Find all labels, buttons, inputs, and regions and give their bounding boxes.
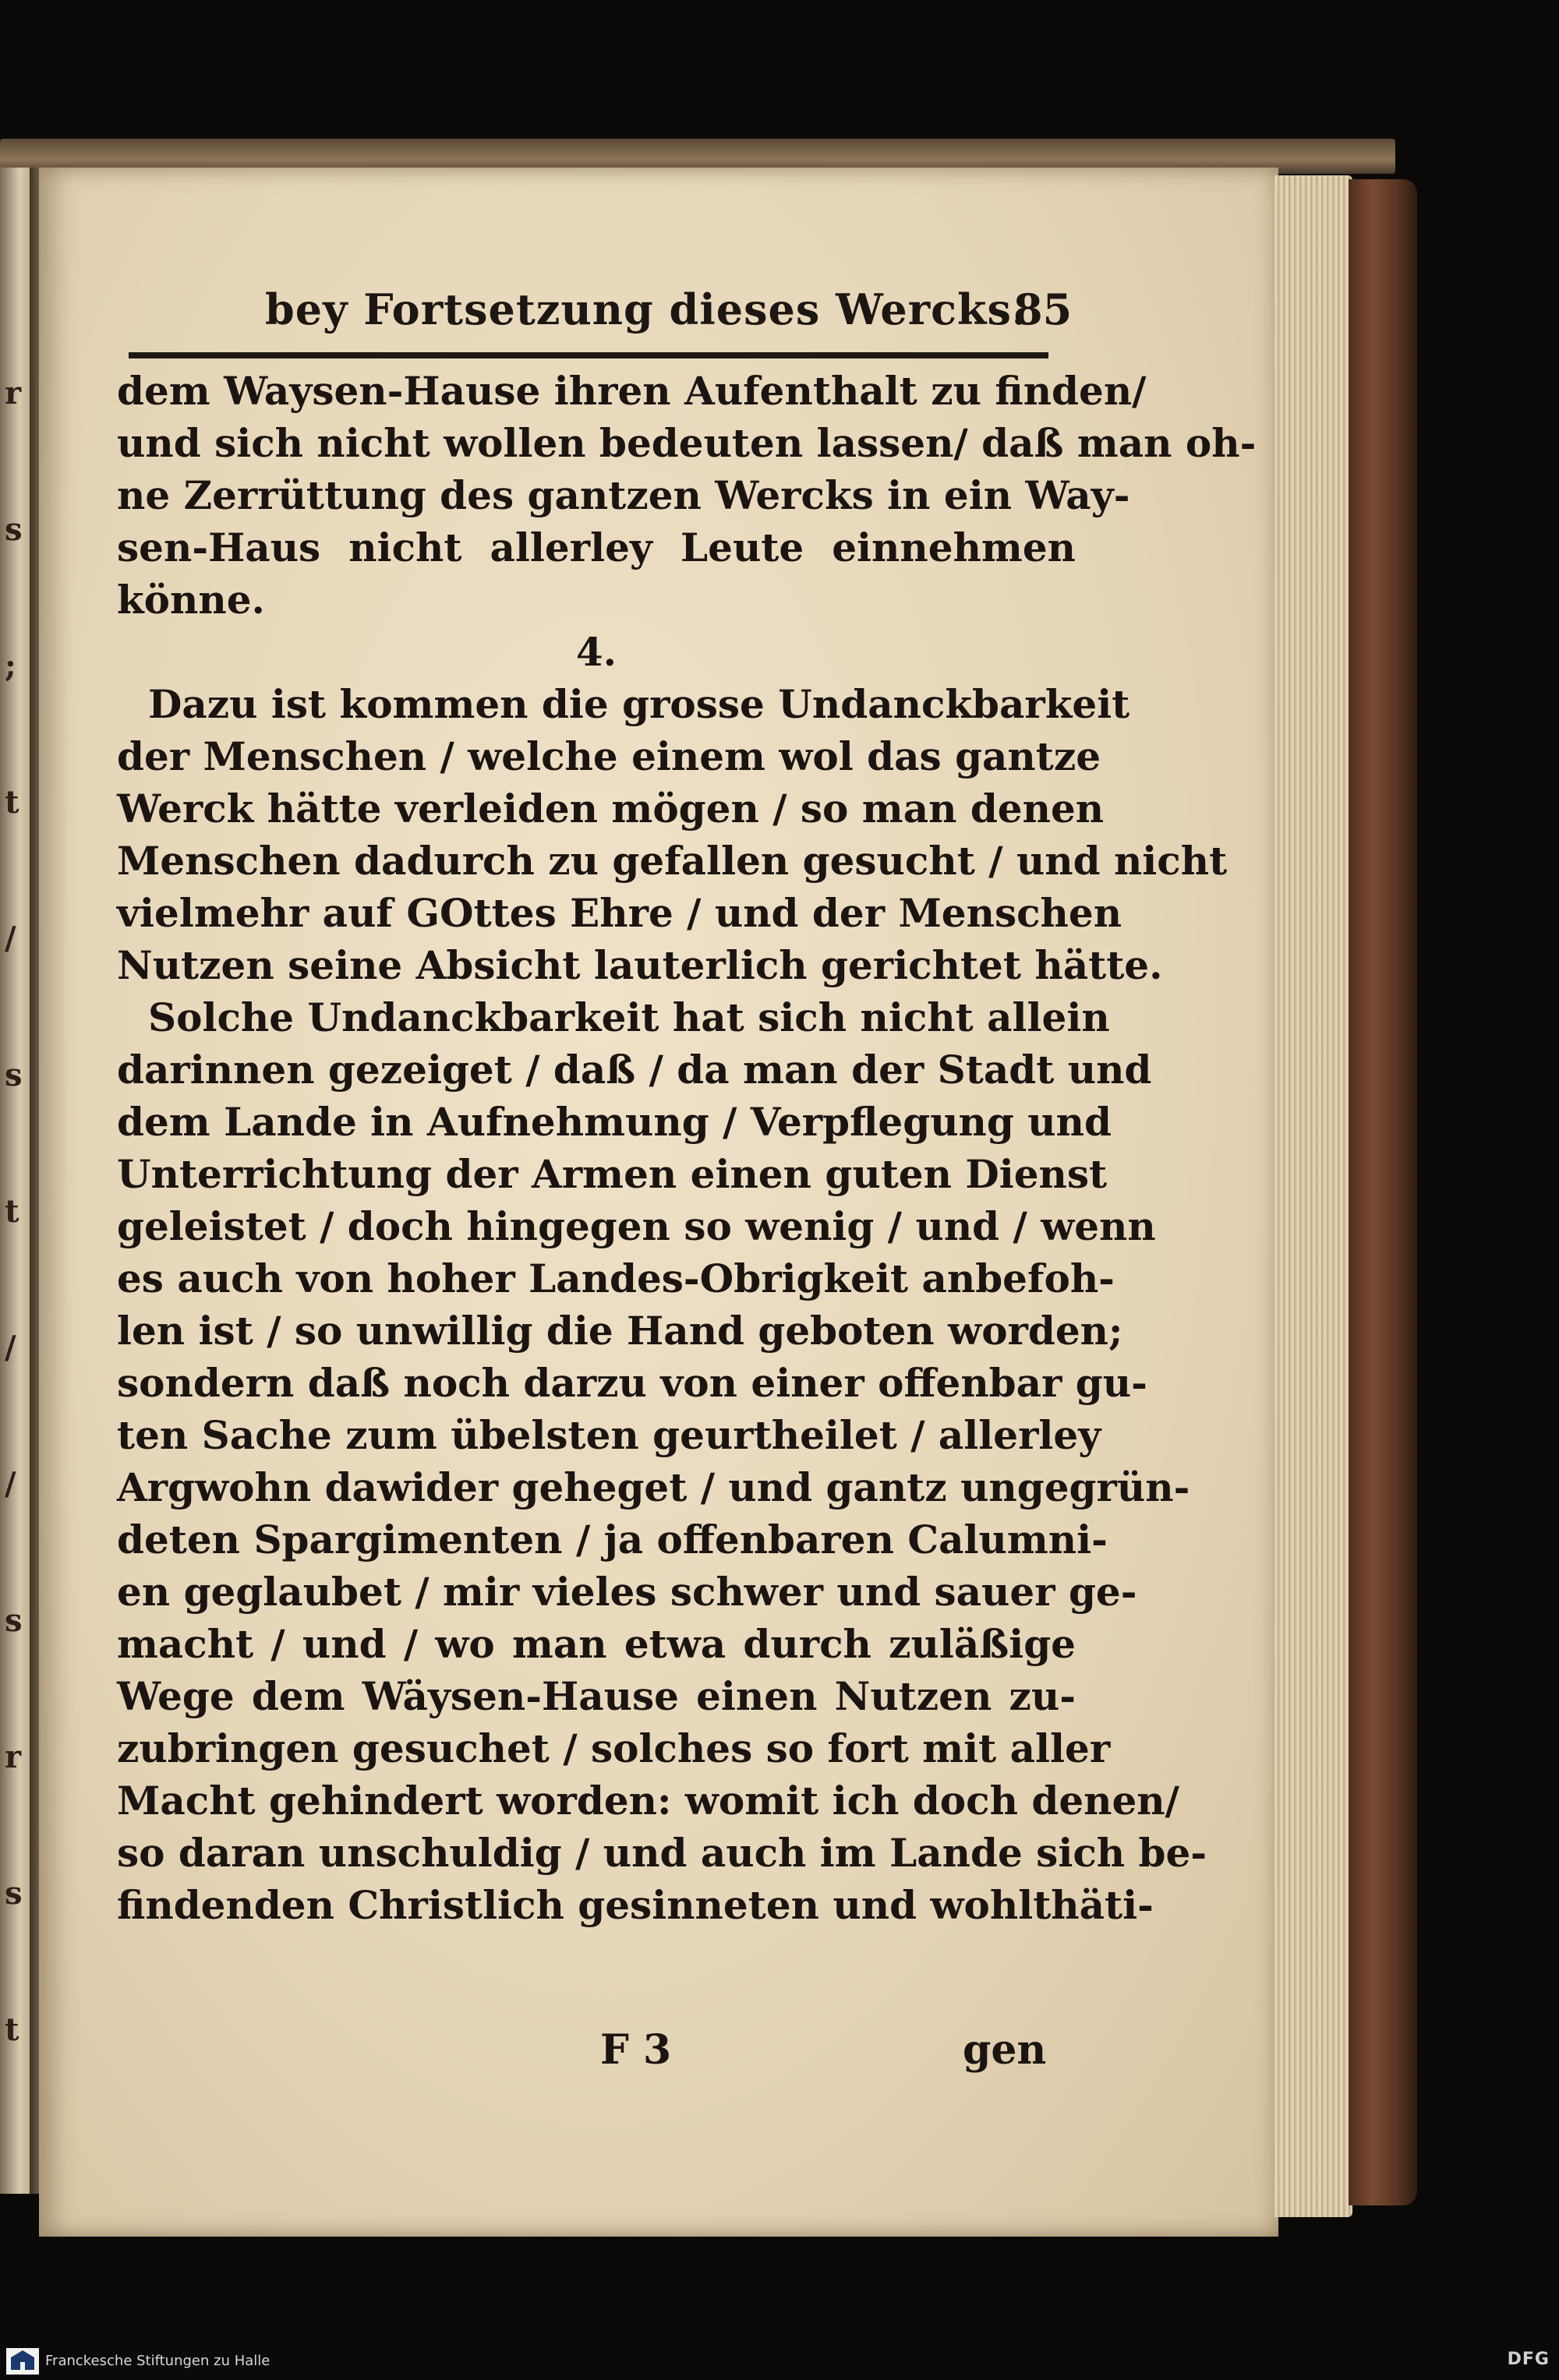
left-page-mark: t <box>5 2011 19 2048</box>
dfg-logo: DFG <box>1507 2350 1550 2369</box>
left-page-mark: / <box>5 920 16 957</box>
text-line: Menschen dadurch zu gefallen gesucht / und nicht <box>117 838 1228 884</box>
left-page-mark: / <box>5 1329 16 1366</box>
left-page-mark: s <box>5 511 23 548</box>
left-page-mark: / <box>5 1466 16 1503</box>
viewer-footer-bar <box>0 2340 1559 2380</box>
text-line: könne. <box>117 577 265 623</box>
institution-logo-icon <box>6 2348 39 2375</box>
text-line: Argwohn dawider geheget / und gantz ungegrün- <box>117 1464 1190 1510</box>
text-line: dem Lande in Aufnehmung / Verpflegung und <box>117 1099 1112 1145</box>
left-page-mark: t <box>5 1193 19 1230</box>
left-page-mark: s <box>5 1602 23 1639</box>
text-line: es auch von hoher Landes-Obrigkeit anbefoh- <box>117 1255 1115 1301</box>
institution-name: Franckesche Stiftungen zu Halle <box>45 2353 270 2369</box>
left-page-mark: t <box>5 784 19 821</box>
text-line: deten Spargimenten / ja offenbaren Calumni- <box>117 1517 1108 1563</box>
text-line: sen-Haus nicht allerley Leute einnehmen <box>117 524 1076 570</box>
text-line: so daran unschuldig / und auch im Lande sich be- <box>117 1830 1207 1876</box>
text-line: Macht gehindert worden: womit ich doch denen/ <box>117 1778 1179 1824</box>
left-page-mark: s <box>5 1057 23 1093</box>
text-line: ten Sache zum übelsten geurtheilet / allerley <box>117 1412 1101 1458</box>
text-line: der Menschen / welche einem wol das gantze <box>117 733 1101 779</box>
signature-mark: F 3 <box>600 2026 672 2074</box>
text-line: vielmehr auf GOttes Ehre / und der Menschen <box>117 890 1122 936</box>
book-cover-edge <box>1349 179 1417 2205</box>
text-line: darinnen gezeiget / daß / da man der Stadt und <box>117 1047 1152 1093</box>
left-page-mark: r <box>5 1739 22 1775</box>
left-page-marks <box>0 168 33 2194</box>
page-number: 85 <box>1013 284 1073 334</box>
text-line: Solche Undanckbarkeit hat sich nicht allein <box>148 994 1110 1040</box>
text-line: Unterrichtung der Armen einen guten Dienst <box>117 1151 1108 1197</box>
text-line: Werck hätte verleiden mögen / so man denen <box>117 786 1105 832</box>
text-line: len ist / so unwillig die Hand geboten worden; <box>117 1308 1123 1354</box>
left-page-mark: ; <box>5 648 16 684</box>
left-page-mark: s <box>5 1875 23 1912</box>
page-edges <box>1274 175 1352 2217</box>
text-line: Dazu ist kommen die grosse Undanckbarkeit <box>148 681 1130 727</box>
left-page-edge <box>0 168 33 2194</box>
text-line: en geglaubet / mir vieles schwer und sauer ge- <box>117 1569 1137 1615</box>
text-line: macht / und / wo man etwa durch zuläßige <box>117 1621 1076 1667</box>
text-line: 4. <box>575 629 617 675</box>
running-head: bey Fortsetzung dieses Wercks. <box>265 284 1027 334</box>
left-page-mark: r <box>5 375 22 411</box>
text-line: Nutzen seine Absicht lauterlich gerichtet hätte. <box>117 942 1163 988</box>
text-line: ne Zerrüttung des gantzen Wercks in ein Way- <box>117 472 1130 518</box>
text-line: sondern daß noch darzu von einer offenbar gu- <box>117 1360 1147 1406</box>
body-text <box>117 365 1257 1931</box>
text-line: zubringen gesuchet / solches so fort mit aller <box>117 1725 1111 1771</box>
text-line: Wege dem Wäysen-Hause einen Nutzen zu- <box>117 1673 1076 1719</box>
text-line: geleistet / doch hingegen so wenig / und / wenn <box>117 1203 1156 1249</box>
text-line: und sich nicht wollen bedeuten lassen/ daß man oh- <box>117 420 1257 466</box>
text-line: dem Waysen-Hause ihren Aufenthalt zu finden/ <box>117 368 1147 414</box>
catchword: gen <box>963 2026 1047 2074</box>
text-line: findenden Christlich gesinneten und wohlthäti- <box>117 1882 1154 1928</box>
header-rule <box>129 352 1048 358</box>
